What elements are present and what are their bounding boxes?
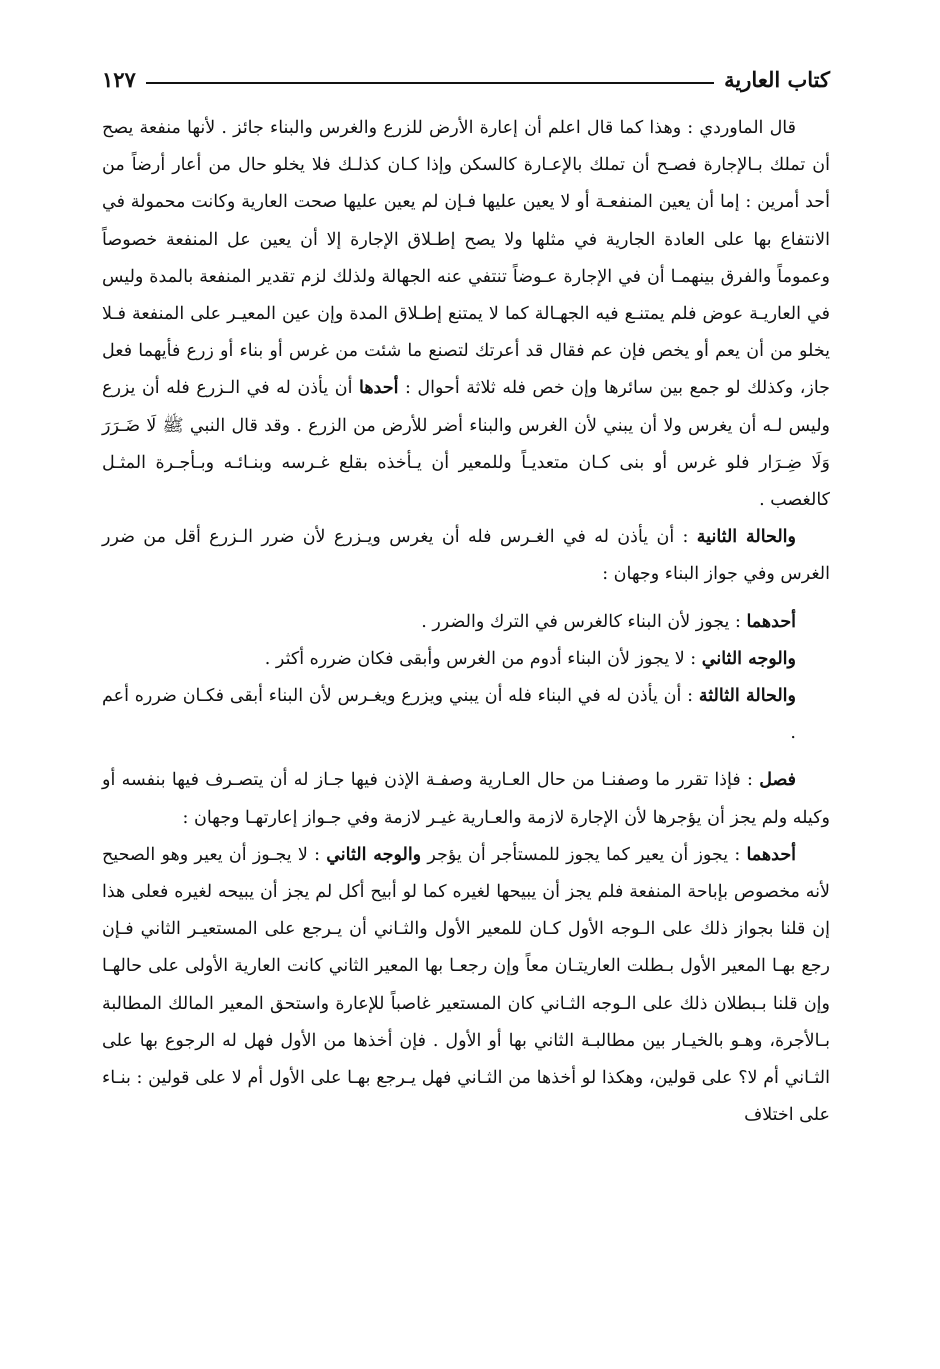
paragraph-section [102,762,830,836]
text-run: : يجوز أن يعير كما يجوز للمستأجر أن يؤجر [421,844,747,865]
bold-term: والحالة الثانية [696,527,796,548]
paragraph-third-case [102,678,830,752]
bold-term: فصل [759,770,796,791]
header-rule [146,82,714,84]
bold-term: والوجه الثاني [701,648,796,669]
bold-term: والوجه الثاني [326,844,422,865]
paragraph-second-view [102,641,830,678]
paragraph-first-view [102,604,830,641]
text-run: : لا يجوز لأن البناء أدوم من الغرس وأبقى فكان ضرره أكثر . [264,648,702,669]
page-number: ١٢٧ [102,66,136,92]
text-run: : أن يأذن له في الغـرس فله أن يغرس ويـزرع لأن ضرر الـزرع أقل من ضرر الغرس وفي جواز البناء وجهان : [102,527,830,585]
bold-term: أحدها [359,378,399,399]
bold-term: أحدهما [746,611,796,632]
text-run: : فإذا تقرر ما وصفنـا من حال العـارية وصفـة الإذن فيها جـاز له أن يتصـرف فيها بنفسه أو وكيله ولم يجز أن يؤجرها لأن الإجارة لازمة والعـارية غيـر لازمة وفي جـواز إعارتهـا وجهان : [102,770,830,828]
text-run: : يجوز لأن البناء كالغرس في الترك والضرر . [421,611,747,632]
text-run: أن يأذن له في الـزرع فله أن يزرع وليس لـه أن يغرس ولا أن يبني لأن الغرس والبناء أضر للأرض من الزرع . وقد قال النبي ﷺ لَا ضَـرَرَ وَلَا ضِـرَار فلو غرس أو بنى كـان متعديـاً وللمعير أن يـأخذه بقلع غـرسه وبنـائـه وبـأجـرة المثـل كالغصب . [102,378,830,511]
page-body [102,110,830,1134]
paragraph-intro [102,110,830,519]
text-run: قال الماوردي : وهذا كما قال اعلم أن إعارة الأرض للزرع والغرس والبناء جائز . لأنها منفعة يصح أن تملك بـالإجارة فصـح أن تملك بالإعـارة كالسكن وإذا كـان كذلـك فلا يخلو حال من أعار أرضاً من أحد أمرين : إما أن يعين المنفعـة أو لا يعين عليها فـإن لم يعين عليها صحت العارية وكانت محمولة في الانتفاع بها على العادة الجارية في مثلها ولا يصح إطـلاق الإجارة إلا أن يعين عل المنفعة خصوصاً وعموماً والفرق بينهمـا أن في الإجارة عـوضاً تنتفي عنه الجهالة ولذلك لزم تقدير المنفعة بالمدة وليس في العاريـة عوض فلم يمتنـع فيه الجهـالة كما لا يمتنع إطـلاق المدة وإن عين المعيـر على المنفعة فـلا يخلو من أن يعم أو يخص فإن عم فقال قد أعرتك لتصنع ما شئت من غرس أو بناء أو زرع فأيهما فعل جاز، وكذلك لو جمع بين سائرها وإن خص فله ثلاثة أحوال : [102,118,830,399]
text-run: : أن يأذن له في البناء فله أن يبني ويزرع ويغـرس لأن البناء أبقى فكـان ضرره أعم . [102,686,796,744]
paragraph-lending-views [102,837,830,1135]
paragraph-second-case [102,519,830,593]
bold-term: أحدهما [746,844,797,865]
chapter-title: كتاب العارية [724,66,830,92]
running-header [102,62,830,96]
text-run: : لا يجـوز أن يعير وهو الصحيح لأنه مخصوص بإباحة المنفعة فلم يجز أن يبيحها لغيره كما لو أبيح أكل لم يجز أن يبيحه لغيره فعلى هذا إن قلنا بجواز ذلك على الـوجه الأول كـان للمعير الأول والثـاني أن يـرجع على المستعيـر الثاني فـإن رجع بهـا المعير الأول بـطلت العاريتـان معاً وإن رجعـا بها المعير الثاني كانت العارية الأولى على حالهـا وإن قلنا بـبطلان ذلك على الـوجه الثـاني كان المستعير غاصباً للإعارة واستحق المعير المالك المطالبة بـالأجرة، وهـو بالخيـار بين مطالبـة الثاني بها أو الأول . فإن أخذها من الأول فهل له الرجوع بها على الثـاني أم لا؟ على قولين، وهكذا لو أخذها من الثـاني فهل يـرجع بهـا على الأول أم لا على قولين : بنـاء على اختلاف [102,844,830,1126]
bold-term: والحالة الثالثة [698,686,796,707]
